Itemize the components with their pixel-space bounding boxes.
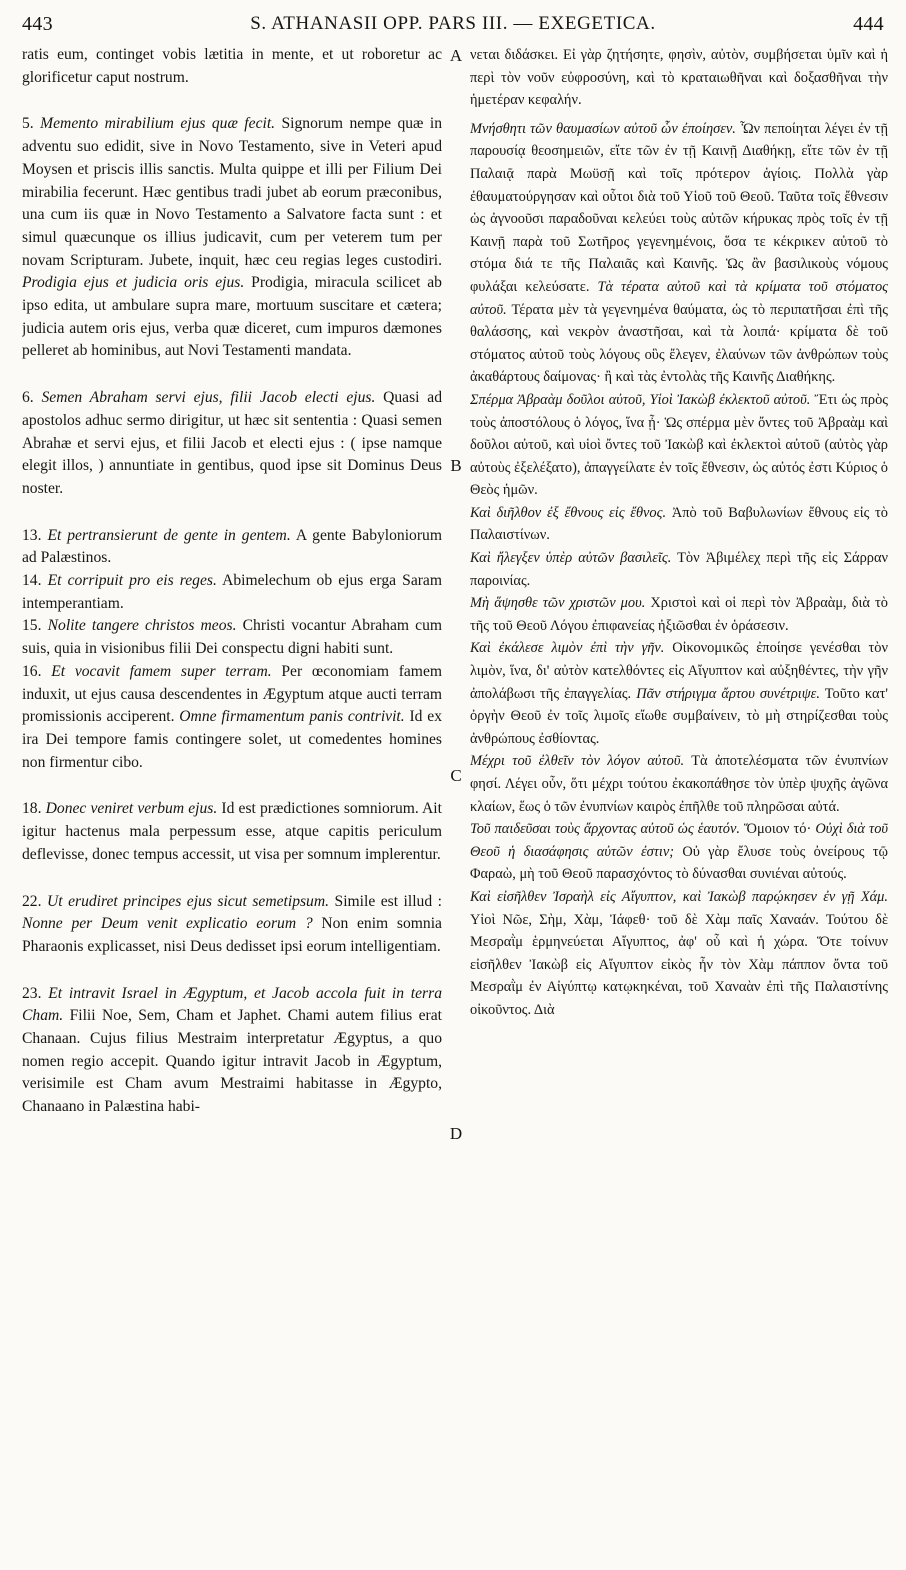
latin-paragraph: 6. Semen Abraham servi ejus, filii Jacob electi ejus. Quasi ad apostolos adhuc sermo dirigitur, ut hæc sit sententia : Quasi semen Abrahæ et servi ejus, et filii Jacob et electi ejus : ( ipse namque elegit illos, ) annuntiate in gentibus, quod ipse sit Dominus Deus noster. xyxy=(22,389,442,497)
greek-paragraph: Καὶ ἤλεγξεν ὑπὲρ αὐτῶν βασιλεῖς. Τὸν Ἀβιμέλεχ περὶ τῆς εἰς Σάρραν παροινίας. xyxy=(470,550,888,589)
running-title: S. ATHANASII OPP. PARS III. — EXEGETICA. xyxy=(250,13,656,34)
page-number-right: 444 xyxy=(853,12,884,35)
running-header xyxy=(22,10,884,38)
margin-letter-d: D xyxy=(449,1124,463,1143)
latin-paragraph: ratis eum, continget vobis lætitia in mente, et ut roboretur ac glorificetur caput nostrum. xyxy=(22,46,442,86)
page-number-left: 443 xyxy=(22,12,53,35)
margin-letter-c: C xyxy=(450,766,462,785)
greek-paragraph: Καὶ ἐκάλεσε λιμὸν ἐπὶ τὴν γῆν. Οἰκονομικῶς ἐποίησε γενέσθαι τὸν λιμὸν, ἵνα, δι' αὐτὸν κατελθόντες εἰς Αἴγυπτον καὶ αὐξηθέντες, τὴν γῆν ἀπολάβωσι τῆς ἐπαγγελίας. Πᾶν στήριγμα ἄρτου συνέτριψε. Τοῦτο κατ' ὀργὴν Θεοῦ ἐν τοῖς λιμοῖς εἴωθε συμβαίνειν, τὸ μὴ στηρίζεσθαι τοὺς ἀνθρώπους ἐσθίοντας. xyxy=(470,640,888,747)
margin-letter-b: B xyxy=(450,456,462,475)
greek-paragraph: νεται διδάσκει. Εἰ γὰρ ζητήσητε, φησὶν, αὐτὸν, συμβήσεται ὑμῖν καὶ ἡ περὶ τὸν νοῦν εὐφροσύνη, καὶ τὸ κραταιωθῆναι καὶ δοξασθῆναι τὴν ἡμετέραν κεφαλήν. xyxy=(470,47,888,109)
latin-paragraph: 18. Donec veniret verbum ejus. Id est prædictiones somniorum. Ait igitur hactenus mala perpessum esse, atque capitis periculum deflevisse, donec tempus accessit, ut visa per somnum implerentur. xyxy=(22,800,442,863)
latin-paragraph: 16. Et vocavit famem super terram. Per œconomiam famem induxit, ut ejus causa descendentes in Ægyptum atque aucti terram promissionis acciperent. Omne firmamentum panis contrivit. Id ex ira Dei tempore famis contingere solet, ut comedentes homines non firmentur cibo. xyxy=(22,662,442,771)
greek-paragraph: Τοῦ παιδεῦσαι τοὺς ἄρχοντας αὐτοῦ ὡς ἑαυτόν. Ὅμοιον τό· Οὐχὶ διὰ τοῦ Θεοῦ ἡ διασάφησις αὐτῶν ἐστιν; Οὐ γὰρ ἔλυσε τοὺς ὀνείρους τῷ Φαραὼ, μὴ τοῦ Θεοῦ παρασχόντος τὸ δύνασθαι συνιέναι αὐτούς. xyxy=(470,821,888,883)
greek-paragraph: Μέχρι τοῦ ἐλθεῖν τὸν λόγον αὐτοῦ. Τὰ ἀποτελέσματα τῶν ἐνυπνίων φησί. Λέγει οὖν, ὅτι μέχρι τούτου ἐκακοπάθησε τὸν ὑπὲρ ψυχῆς ἀγῶνα κλαίων, ἕως ὁ τῶν ἐνυπνίων καιρὸς ἐπῆλθε τοῦ πληρῶσαι αὐτά. xyxy=(470,753,888,815)
margin-letter-a: A xyxy=(449,46,463,65)
latin-paragraph: 5. Memento mirabilium ejus quæ fecit. Signorum nempe quæ in adventu suo edidit, sive in Novo Testamento, sive in Veteri apud Moysen et priscis illis sanctis. Multa quippe et illi per Filium Dei mirabilia fecerunt. Hæc gentibus tradi jubet ab eorum præconibus, una cum iis quæ in Novo Testamento a Salvatore facta sunt : et simul quæcunque os illius judicavit, cum per veterem tum per novam Scripturam. Jubete, inquit, hæc ceu regias leges custodiri. Prodigia ejus et judicia oris ejus. Prodigia, miracula scilicet ab ipso edita, ut ambulare supra mare, mortuum suscitare et cætera; judicia autem oris ejus, verba quæ diceret, cum impuros dæmones pelleret ab hominibus, aut Novi Testamenti mandata. xyxy=(22,115,442,360)
latin-paragraph: 23. Et intravit Israel in Ægyptum, et Jacob accola fuit in terra Cham. Filii Noe, Sem, Cham et Japhet. Chami autem filius erat Chanaan. Cujus filius Mestraim interpretatur Ægyptus, a quo nomen regio accepit. Quando igitur intravit Jacob in Ægyptum, verisimile est Cham avum Mestraimi habitasse in Ægypto, Chanaano in Palæstina habi- xyxy=(22,984,442,1116)
latin-paragraph: 15. Nolite tangere christos meos. Christi vocantur Abraham cum suis, quia in visionibus filii Dei conspectu digni habiti sunt. xyxy=(22,617,442,658)
latin-column xyxy=(22,44,442,1562)
latin-paragraph: 14. Et corripuit pro eis reges. Abimelechum ob ejus erga Saram intemperantiam. xyxy=(22,572,442,612)
greek-paragraph: Καὶ εἰσῆλθεν Ἰσραὴλ εἰς Αἴγυπτον, καὶ Ἰακὼβ παρῴκησεν ἐν γῇ Χάμ. Υἱοὶ Νῶε, Σὴμ, Χὰμ, Ἰάφεθ· τοῦ δὲ Χὰμ παῖς Χαναάν. Τούτου δὲ Μεσραῒμ ἑρμηνεύεται Αἴγυπτος, ἀφ' οὗ καὶ ἡ χώρα. Ὅτε τοίνυν εἰσῆλθεν Ἰακὼβ εἰς Αἴγυπτον εἰκὸς ἦν τὸν Χὰμ πάππον ὄντα τοῦ Μεσραῒμ ἐν Αἰγύπτῳ κατῳκηκέναι, τοῦ Χαναὰν ἐπὶ τῆς Παλαιστίνης οἰκοῦντος. Διὰ xyxy=(470,888,888,1018)
latin-paragraph: 22. Ut erudiret principes ejus sicut semetipsum. Simile est illud : Nonne per Deum venit explicatio eorum ? Non enim somnia Pharaonis explicasset, nisi Deus dedisset ipsi eorum intelligentiam. xyxy=(22,892,442,955)
greek-paragraph: Καὶ διῆλθον ἐξ ἔθνους εἰς ἔθνος. Ἀπὸ τοῦ Βαβυλωνίων ἔθνους εἰς τὸ Παλαιστίνων. xyxy=(470,504,888,544)
greek-paragraph: Μὴ ἅψησθε τῶν χριστῶν μου. Χριστοὶ καὶ οἱ περὶ τὸν Ἀβραὰμ, διὰ τὸ τῆς τοῦ Θεοῦ Λόγου ἐπιφανείας ἠξιῶσθαι ἐν ὁράσεσιν. xyxy=(470,595,888,634)
greek-paragraph: Μνήσθητι τῶν θαυμασίων αὐτοῦ ὧν ἐποίησεν. Ὧν πεποίηται λέγει ἐν τῇ παρουσίᾳ θεοσημειῶν, εἴτε τῶν ἐν τῇ Καινῇ Διαθήκῃ, εἴτε τῶν ἐν τῇ Παλαιᾷ παρὰ Μωϋσῇ καὶ τοῖς πρότερον ἁγίοις. Πολλὰ γὰρ ἐθαυματούργησαν καὶ οὗτοι διὰ τοῦ Υἱοῦ τοῦ Θεοῦ. Ταῦτα τοῖς ἔθνεσιν ὡς ἀγνοοῦσι παραδοῦναι κελεύει τοὺς αὐτῶν κήρυκας πρὸς τοῖς ἐν τῇ Καινῇ παρὰ τοῦ Σωτῆρος γεγενημένοις, ὅσα τε κέκρικεν αὐτοῦ τὸ στόμα διά τε τῆς Παλαιᾶς καὶ Καινῆς. Ὡς ἂν βασιλικοὺς νόμους φυλάξαι κελεύσατε. Τὰ τέρατα αὐτοῦ καὶ τὰ κρίματα τοῦ στόματος αὐτοῦ. Τέρατα μὲν τὰ γεγενημένα θαύματα, ὡς τὸ περιπατῆσαι ἐπὶ τῆς θαλάσσης, καὶ νεκρὸν ἀναστῆσαι, καὶ τὰ λοιπά· κρίματα δὲ τοῦ στόματος αὐτοῦ τοὺς λόγους οὓς ἔλεγεν, ἐλαύνων τῶν ἀνθρώπων τοὺς ἀκαθάρτους δαίμονας· ἢ καὶ τὰς ἐντολὰς τῆς Καινῆς Διαθήκης. xyxy=(470,120,888,386)
latin-paragraph: 13. Et pertransierunt de gente in gentem. A gente Babyloniorum ad Palæstinos. xyxy=(22,526,442,567)
greek-paragraph: Σπέρμα Ἀβραὰμ δοῦλοι αὐτοῦ, Υἱοὶ Ἰακὼβ ἐκλεκτοῦ αὐτοῦ. Ἔτι ὡς πρὸς τοὺς ἀποστόλους ὁ λόγος, ἵνα ᾖ· Ὡς σπέρμα μὲν ὄντες τοῦ Ἀβραὰμ καὶ δοῦλοι αὐτοῦ, καὶ υἱοὶ ὄντες τοῦ Ἰακὼβ καὶ ἐκλεκτοὶ αὐτοῦ (αὐτὸς γὰρ αὐτοὺς ἐξελέξατο), ἀπαγγείλατε ἐν τοῖς ἔθνεσιν, ὡς αὐτός ἐστι Κύριος ὁ Θεὸς ἡμῶν. xyxy=(470,391,888,499)
greek-column xyxy=(470,44,888,1562)
